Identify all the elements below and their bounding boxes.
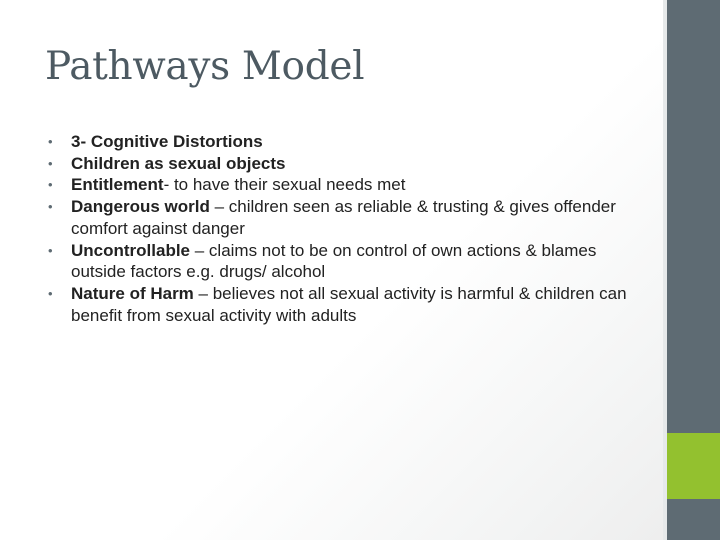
bullet-item	[48, 174, 646, 196]
accent-block	[667, 433, 720, 499]
bullet-dot-icon: •	[48, 134, 53, 149]
bullet-text: – believes not all sexual activity is harmful & children can benefit from sexual activity with adults	[71, 283, 627, 325]
bullet-bold-text: Entitlement	[71, 175, 164, 195]
bullet-dot-icon: •	[48, 177, 53, 193]
bullet-text: – claims not to be on control of own actions & blames outside factors e.g. drugs/ alcohol	[71, 240, 597, 282]
slide-title: Pathways Model	[45, 44, 365, 89]
bullet-text: – children seen as reliable & trusting & gives offender comfort against danger	[71, 197, 616, 238]
bullet-text: - to have their sexual needs met	[163, 175, 406, 195]
bullet-bold-text: Dangerous world	[71, 197, 210, 217]
bullet-item	[48, 153, 646, 175]
bullet-bold-text: 3- Cognitive Distortions	[71, 132, 263, 151]
bullet-item	[48, 131, 646, 153]
bullet-dot-icon: •	[48, 155, 53, 171]
bullet-item	[48, 196, 646, 239]
bullet-dot-icon: •	[48, 242, 53, 258]
bullet-item	[48, 240, 646, 283]
bullet-bold-text: Uncontrollable	[71, 240, 191, 260]
bullet-dot-icon: •	[48, 199, 53, 215]
bullet-list	[48, 131, 646, 326]
bullet-bold-text: Nature of Harm	[71, 283, 194, 303]
bullet-item	[48, 283, 646, 326]
bullet-bold-text: Children as sexual objects	[71, 153, 286, 173]
bullet-dot-icon: •	[48, 285, 53, 301]
